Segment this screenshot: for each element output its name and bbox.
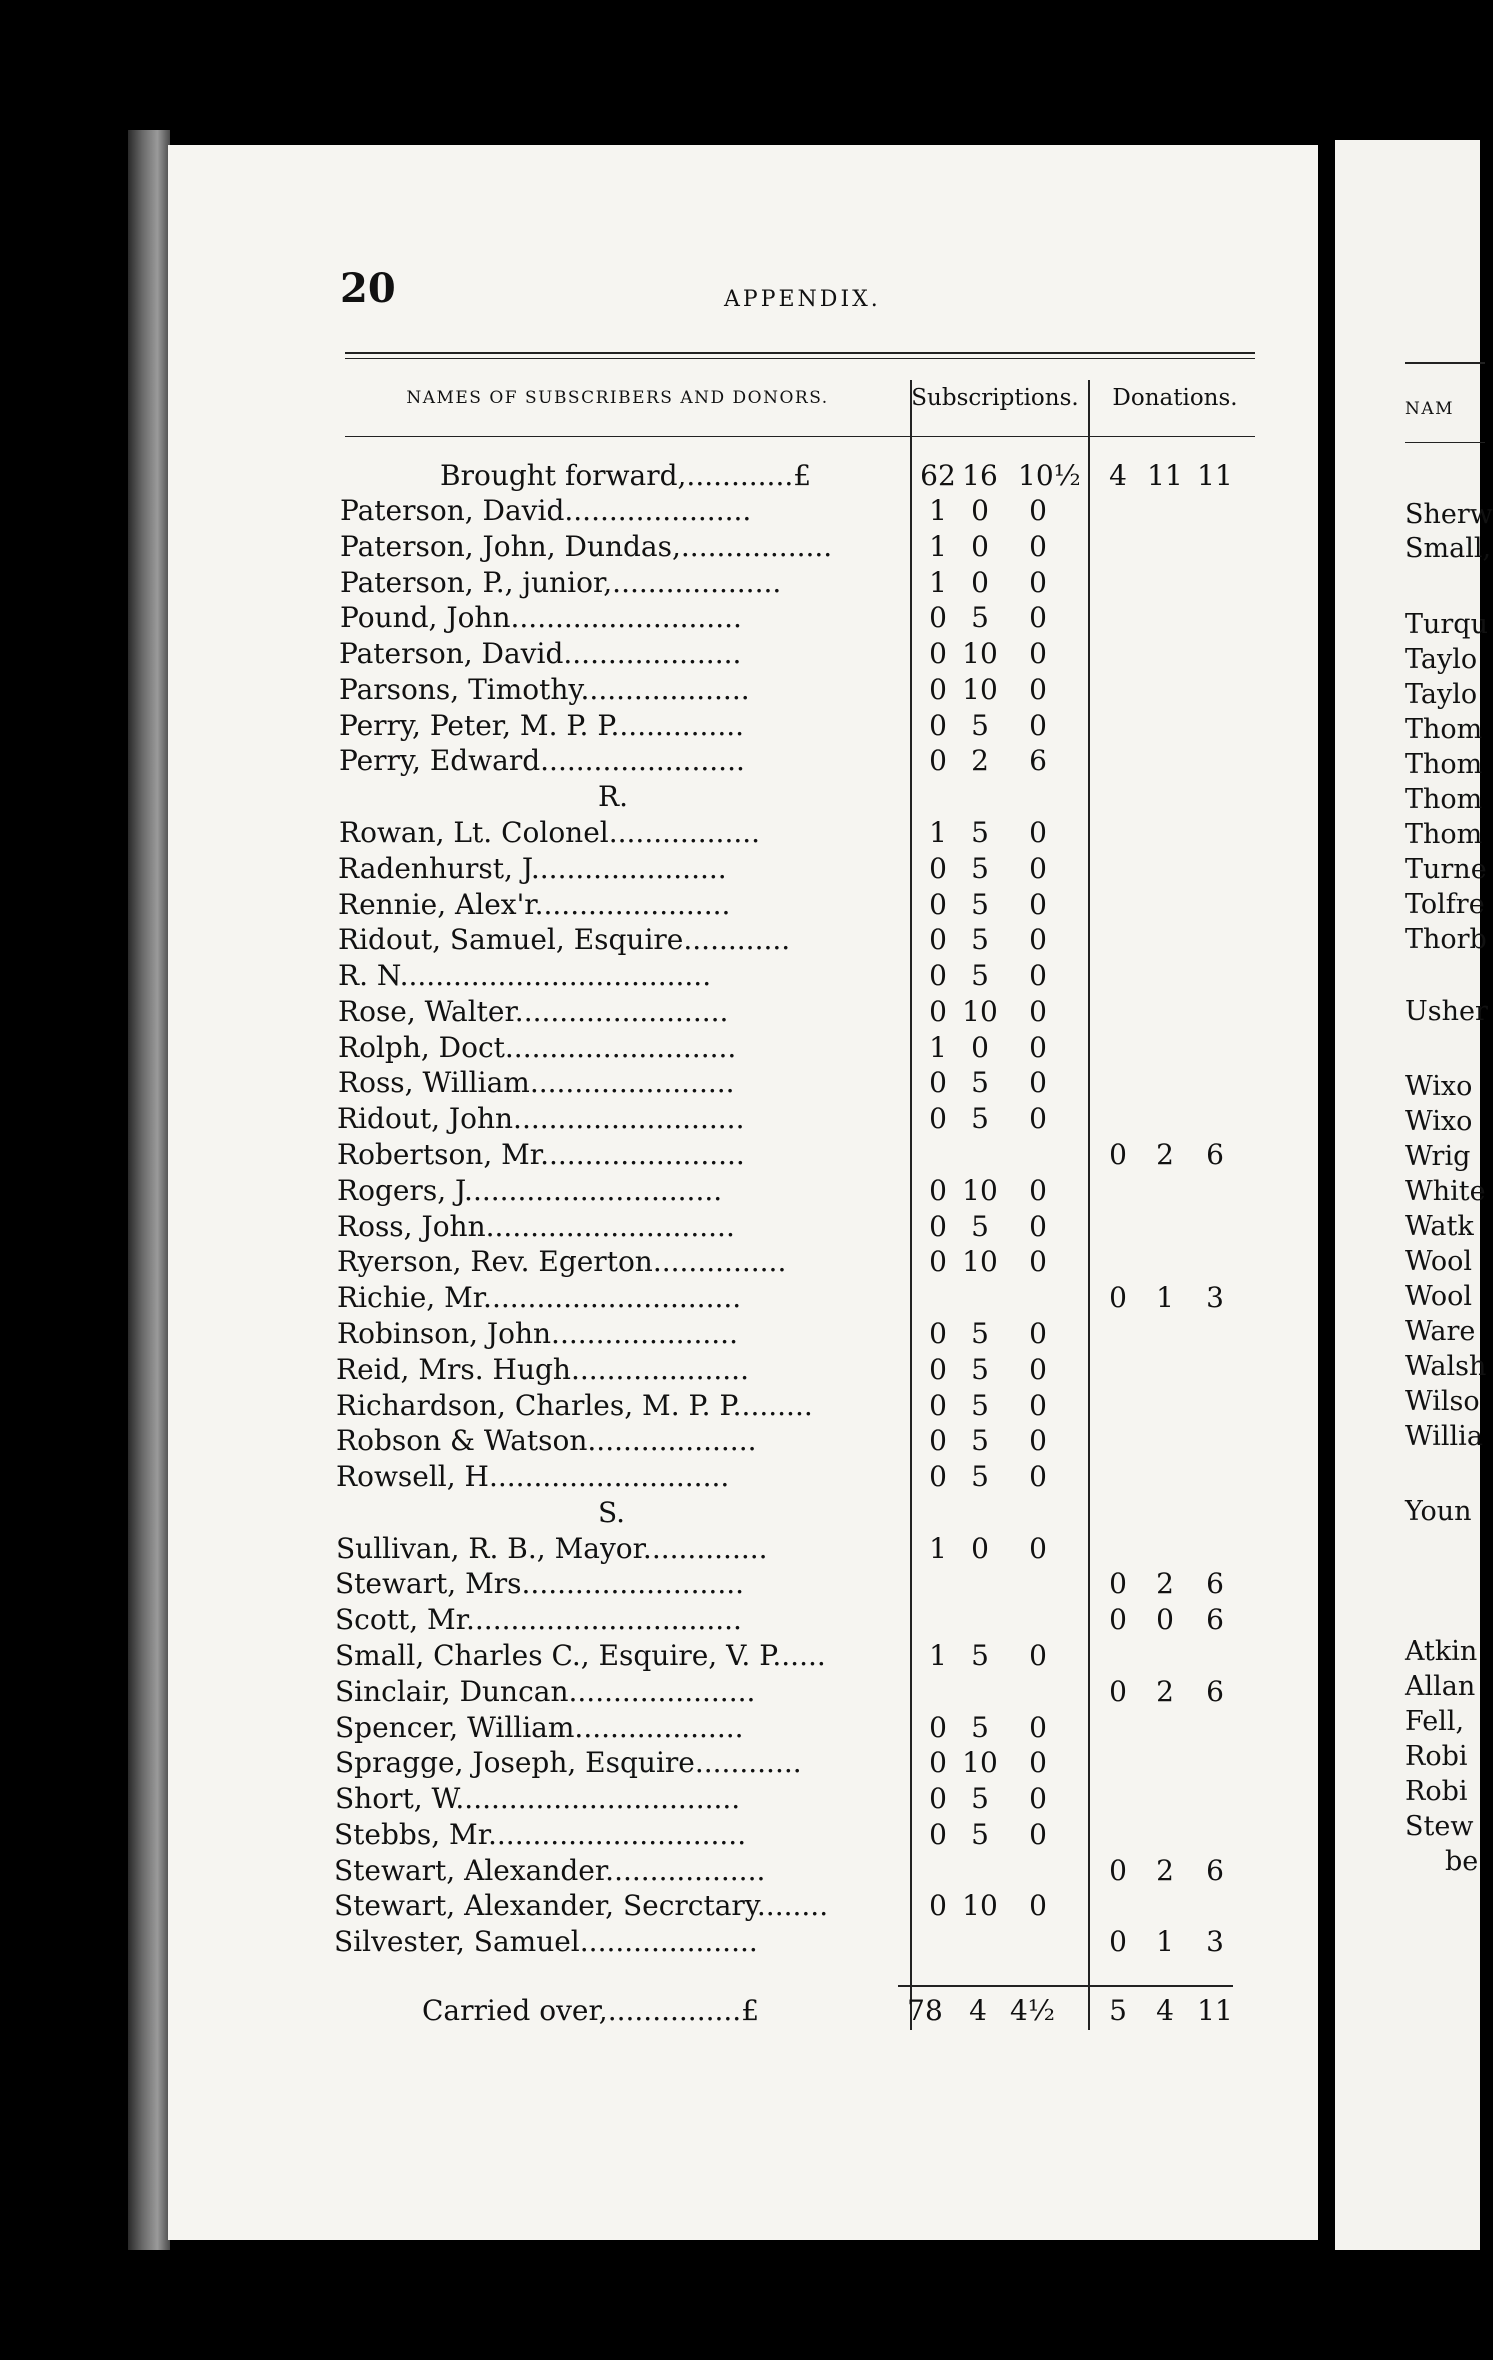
subscription-amount: 0	[1029, 995, 1047, 1028]
facing-page-line: Youn	[1405, 1496, 1472, 1527]
subscription-amount: 0	[1029, 1174, 1047, 1207]
table-row	[336, 1352, 906, 1387]
subscription-amount: 1	[929, 816, 947, 849]
subscription-amount: 5	[971, 1353, 989, 1386]
donation-amount: 11	[1197, 1994, 1233, 2027]
table-row	[334, 1924, 904, 1959]
subscriber-name: Spragge, Joseph, Esquire............	[335, 1746, 802, 1779]
subscriber-name: Paterson, John, Dundas,.................	[340, 530, 833, 563]
subscriber-name: Robertson, Mr.......................	[337, 1138, 745, 1171]
subscription-amount: 0	[1029, 959, 1047, 992]
subscription-amount: 1	[929, 530, 947, 563]
facing-page-line: Taylo	[1405, 644, 1478, 675]
facing-page-line: Tolfre	[1405, 889, 1485, 920]
subscription-amount: 0	[1029, 1031, 1047, 1064]
donation-amount: 2	[1156, 1138, 1174, 1171]
subscription-amount: 0	[929, 1353, 947, 1386]
donation-amount: 0	[1109, 1281, 1127, 1314]
facing-page-line: Walsh	[1405, 1351, 1487, 1382]
section-letter: S.	[598, 1496, 626, 1529]
subscriber-name: Parsons, Timothy...................	[339, 673, 750, 706]
subscriber-name: Rowan, Lt. Colonel.................	[339, 816, 761, 849]
subscription-amount: 0	[1029, 1818, 1047, 1851]
subscription-amount: 5	[971, 1782, 989, 1815]
table-row	[336, 1531, 906, 1566]
subscription-amount: 10	[962, 1174, 998, 1207]
subscription-amount: 1	[929, 1031, 947, 1064]
subscriber-name: Ridout, Samuel, Esquire............	[338, 923, 791, 956]
subscription-amount: 0	[929, 1711, 947, 1744]
table-row	[339, 815, 909, 850]
subscription-amount: 10	[962, 1746, 998, 1779]
table-row	[334, 1888, 904, 1923]
facing-page-line: Taylo	[1405, 679, 1478, 710]
subscriber-name: Paterson, David.....................	[340, 494, 752, 527]
subscription-amount: 0	[1029, 923, 1047, 956]
subscription-amount: 0	[1029, 1317, 1047, 1350]
subscription-amount: 0	[1029, 530, 1047, 563]
facing-column-header: NAM	[1405, 399, 1455, 419]
subscriber-name: R. N...................................	[338, 959, 712, 992]
facing-page-line: Wool	[1405, 1246, 1473, 1277]
top-rule	[345, 352, 1255, 354]
subscription-amount: 2	[971, 744, 989, 777]
subscription-amount: 5	[971, 1460, 989, 1493]
subscriber-name: Ross, John............................	[337, 1210, 735, 1243]
donation-amount: 1	[1156, 1281, 1174, 1314]
table-row	[338, 958, 908, 993]
subscription-amount: 5	[971, 1639, 989, 1672]
column-header-donations: Donations.	[1112, 385, 1238, 411]
table-row	[336, 1459, 906, 1494]
facing-page-line: Atkin	[1405, 1636, 1478, 1667]
subscription-amount: 0	[1029, 852, 1047, 885]
subscription-amount: 4½	[1010, 1994, 1055, 2027]
subscription-amount: 0	[929, 1889, 947, 1922]
subscription-amount: 0	[929, 888, 947, 921]
subscriber-name: Short, W................................	[335, 1782, 741, 1815]
subscription-amount: 5	[971, 1066, 989, 1099]
table-row	[337, 1173, 907, 1208]
subscriber-name: Perry, Peter, M. P. P...............	[339, 709, 745, 742]
subscription-amount: 16	[962, 459, 998, 492]
subscriber-name: Richie, Mr.............................	[337, 1281, 742, 1314]
table-row	[339, 672, 909, 707]
subscription-amount: 0	[929, 1782, 947, 1815]
subscriber-name: Paterson, P., junior,...................	[340, 566, 782, 599]
table-row	[340, 493, 910, 528]
subscription-amount: 0	[1029, 816, 1047, 849]
table-row	[334, 1853, 904, 1888]
column-separator-donations	[1088, 380, 1090, 2030]
subscription-amount: 0	[1029, 1782, 1047, 1815]
subscriber-name: Ryerson, Rev. Egerton...............	[337, 1245, 787, 1278]
subscriber-name: Stebbs, Mr.............................	[334, 1818, 747, 1851]
subscription-amount: 6	[1029, 744, 1047, 777]
subscription-amount: 10	[962, 995, 998, 1028]
table-row	[335, 1781, 905, 1816]
subscription-amount: 0	[1029, 1389, 1047, 1422]
subscription-amount: 0	[971, 1532, 989, 1565]
donation-amount: 0	[1109, 1567, 1127, 1600]
subscription-amount: 0	[1029, 1711, 1047, 1744]
subscription-amount: 0	[1029, 1210, 1047, 1243]
subscriber-name: Silvester, Samuel....................	[334, 1925, 758, 1958]
facing-header-rule	[1405, 442, 1485, 443]
table-row	[340, 600, 910, 635]
table-row	[337, 1244, 907, 1279]
table-row	[338, 1065, 908, 1100]
subscription-amount: 62	[920, 459, 956, 492]
table-row	[336, 1423, 906, 1458]
facing-page-line: Small,	[1405, 533, 1492, 564]
subscription-amount: 1	[929, 1639, 947, 1672]
table-row	[335, 1566, 905, 1601]
book-binding-edge	[128, 130, 170, 2250]
subscription-amount: 0	[1029, 494, 1047, 527]
subscription-amount: 0	[929, 1066, 947, 1099]
subscription-amount: 0	[1029, 1353, 1047, 1386]
subscription-amount: 0	[1029, 1639, 1047, 1672]
table-row	[338, 922, 908, 957]
facing-page-line: Ware	[1405, 1316, 1476, 1347]
subscription-amount: 0	[929, 673, 947, 706]
facing-page-line: Thom	[1405, 714, 1483, 745]
subscription-amount: 0	[929, 1102, 947, 1135]
table-row	[336, 1388, 906, 1423]
subscription-amount: 0	[1029, 1424, 1047, 1457]
subscriber-name: Small, Charles C., Esquire, V. P......	[335, 1639, 826, 1672]
brought-forward-label: Brought forward,............£	[440, 459, 812, 492]
donation-amount: 2	[1156, 1675, 1174, 1708]
subscriber-name: Scott, Mr...............................	[335, 1603, 742, 1636]
subscription-amount: 0	[929, 1317, 947, 1350]
subscription-amount: 0	[1029, 709, 1047, 742]
table-row	[337, 1209, 907, 1244]
column-header-names: NAMES OF SUBSCRIBERS AND DONORS.	[406, 388, 829, 408]
subscription-amount: 0	[971, 1031, 989, 1064]
subscriber-name: Rogers, J.............................	[337, 1174, 723, 1207]
table-row	[337, 1280, 907, 1315]
donation-amount: 0	[1109, 1925, 1127, 1958]
subscription-amount: 5	[971, 1389, 989, 1422]
facing-page-line: Thom	[1405, 819, 1483, 850]
donation-amount: 4	[1109, 459, 1127, 492]
subscription-amount: 0	[929, 1210, 947, 1243]
subscription-amount: 0	[929, 709, 947, 742]
facing-page-line: Wilso	[1405, 1386, 1480, 1417]
subscription-amount: 0	[971, 494, 989, 527]
subscriber-name: Radenhurst, J......................	[338, 852, 727, 885]
donation-amount: 11	[1197, 459, 1233, 492]
facing-page-line: Watk	[1405, 1211, 1474, 1242]
table-row	[338, 1030, 908, 1065]
facing-page-line: Robi	[1405, 1741, 1468, 1772]
facing-page-line: be	[1445, 1846, 1479, 1877]
subscription-amount: 10	[962, 673, 998, 706]
donation-amount: 2	[1156, 1854, 1174, 1887]
table-row	[339, 743, 909, 778]
facing-page-line: Fell,	[1405, 1706, 1465, 1737]
subscriber-name: Spencer, William...................	[335, 1711, 744, 1744]
facing-page-line: Turqu	[1405, 609, 1488, 640]
subscriber-name: Stewart, Alexander..................	[334, 1854, 766, 1887]
running-head: APPENDIX.	[724, 287, 881, 312]
header-rule	[345, 436, 1255, 437]
table-row	[335, 1602, 905, 1637]
table-row	[334, 1817, 904, 1852]
table-row	[340, 565, 910, 600]
subscription-amount: 0	[929, 959, 947, 992]
subscriber-name: Ross, William.......................	[338, 1066, 735, 1099]
subscription-amount: 5	[971, 1424, 989, 1457]
donation-amount: 4	[1156, 1994, 1174, 2027]
subscription-amount: 0	[971, 566, 989, 599]
subscriber-name: Stewart, Mrs.........................	[335, 1567, 745, 1600]
subscription-amount: 0	[929, 995, 947, 1028]
subscription-amount: 0	[929, 601, 947, 634]
subscription-amount: 5	[971, 1210, 989, 1243]
column-separator-subscriptions	[910, 380, 912, 2030]
subscriber-name: Perry, Edward.......................	[339, 744, 745, 777]
facing-page-line: Allan	[1405, 1671, 1476, 1702]
table-row	[339, 708, 909, 743]
subscription-amount: 0	[1029, 1889, 1047, 1922]
facing-page-line: Robi	[1405, 1776, 1468, 1807]
subscription-amount: 5	[971, 816, 989, 849]
subscription-amount: 5	[971, 1317, 989, 1350]
subscription-amount: 0	[1029, 1066, 1047, 1099]
subscription-amount: 0	[929, 1460, 947, 1493]
facing-top-rule	[1405, 362, 1485, 364]
table-row	[337, 1316, 907, 1351]
subscription-amount: 0	[929, 1746, 947, 1779]
donation-amount: 11	[1147, 459, 1183, 492]
facing-page-line: Wrig	[1405, 1141, 1471, 1172]
subscription-amount: 5	[971, 852, 989, 885]
subscriber-name: Ridout, John..........................	[337, 1102, 745, 1135]
donation-amount: 5	[1109, 1994, 1127, 2027]
subscription-amount: 1	[929, 1532, 947, 1565]
subscription-amount: 0	[1029, 1460, 1047, 1493]
page-number: 20	[340, 265, 396, 312]
subscriber-name: Sinclair, Duncan.....................	[335, 1675, 756, 1708]
subscription-amount: 1	[929, 566, 947, 599]
subscription-amount: 0	[1029, 1245, 1047, 1278]
subscriber-name: Rolph, Doct..........................	[338, 1031, 737, 1064]
facing-page-line: Wixo	[1405, 1106, 1473, 1137]
subscription-amount: 0	[1029, 566, 1047, 599]
subscriber-name: Rose, Walter........................	[338, 995, 729, 1028]
donation-amount: 0	[1109, 1603, 1127, 1636]
subscriber-name: Robson & Watson...................	[336, 1424, 757, 1457]
table-row	[338, 887, 908, 922]
facing-page-line: Wixo	[1405, 1071, 1473, 1102]
subscription-amount: 0	[929, 852, 947, 885]
table-row	[338, 851, 908, 886]
donation-amount: 6	[1206, 1675, 1224, 1708]
table-row	[335, 1745, 905, 1780]
subscription-amount: 0	[929, 1424, 947, 1457]
donation-amount: 0	[1109, 1675, 1127, 1708]
subscription-amount: 5	[971, 1102, 989, 1135]
subscription-amount: 0	[929, 637, 947, 670]
table-row	[338, 994, 908, 1029]
facing-page-line: Sherw	[1405, 499, 1493, 530]
subscription-amount: 0	[1029, 601, 1047, 634]
subscriber-name: Paterson, David....................	[339, 637, 742, 670]
donation-amount: 3	[1206, 1281, 1224, 1314]
subscription-amount: 5	[971, 601, 989, 634]
subscription-amount: 0	[929, 923, 947, 956]
facing-page-line: Wool	[1405, 1281, 1473, 1312]
table-row	[337, 1137, 907, 1172]
facing-page-line: White	[1405, 1176, 1486, 1207]
subscription-amount: 10	[962, 1245, 998, 1278]
subscriber-name: Reid, Mrs. Hugh....................	[336, 1353, 749, 1386]
subscription-amount: 0	[1029, 1102, 1047, 1135]
subscriber-name: Sullivan, R. B., Mayor..............	[336, 1532, 768, 1565]
subscription-amount: 10½	[1018, 459, 1081, 492]
subscription-amount: 78	[907, 1994, 943, 2027]
subscription-amount: 5	[971, 888, 989, 921]
donation-amount: 6	[1206, 1854, 1224, 1887]
donation-amount: 0	[1109, 1854, 1127, 1887]
subscription-amount: 4	[969, 1994, 987, 2027]
section-letter: R.	[598, 780, 628, 813]
subscriber-name: Robinson, John.....................	[337, 1317, 738, 1350]
subscription-amount: 0	[929, 1818, 947, 1851]
carried-over-label: Carried over,...............£	[422, 1994, 760, 2027]
subscription-amount: 0	[971, 530, 989, 563]
facing-page-line: Thorb	[1405, 924, 1487, 955]
donation-amount: 1	[1156, 1925, 1174, 1958]
subscriber-name: Rennie, Alex'r......................	[338, 888, 731, 921]
donation-amount: 0	[1109, 1138, 1127, 1171]
facing-page-line: Usher	[1405, 996, 1488, 1027]
donation-amount: 2	[1156, 1567, 1174, 1600]
subscriber-name: Rowsell, H...........................	[336, 1460, 730, 1493]
facing-page-line: Stew	[1405, 1811, 1474, 1842]
top-rule-thin	[345, 358, 1255, 359]
facing-page-line: Willia	[1405, 1421, 1483, 1452]
facing-page-line: Turne	[1405, 854, 1487, 885]
subscription-amount: 1	[929, 494, 947, 527]
subscription-amount: 0	[929, 1245, 947, 1278]
donation-amount: 0	[1156, 1603, 1174, 1636]
subscription-amount: 0	[929, 1174, 947, 1207]
subscription-amount: 5	[971, 1711, 989, 1744]
subscription-amount: 10	[962, 1889, 998, 1922]
donation-amount: 6	[1206, 1567, 1224, 1600]
facing-page-line: Thom	[1405, 749, 1483, 780]
subscription-amount: 5	[971, 959, 989, 992]
subscriber-name: Richardson, Charles, M. P. P.........	[336, 1389, 813, 1422]
subscription-amount: 5	[971, 1818, 989, 1851]
column-header-subscriptions: Subscriptions.	[911, 385, 1079, 411]
table-row	[339, 636, 909, 671]
table-row	[340, 529, 910, 564]
subscription-amount: 5	[971, 709, 989, 742]
subscription-amount: 0	[1029, 673, 1047, 706]
subscription-amount: 0	[1029, 888, 1047, 921]
subscription-amount: 10	[962, 637, 998, 670]
subscriber-name: Stewart, Alexander, Secrctary........	[334, 1889, 829, 1922]
subscription-amount: 0	[1029, 637, 1047, 670]
table-row	[337, 1101, 907, 1136]
subscription-amount: 0	[929, 744, 947, 777]
subscription-amount: 0	[929, 1389, 947, 1422]
subscription-amount: 0	[1029, 1746, 1047, 1779]
table-row	[335, 1674, 905, 1709]
donation-amount: 3	[1206, 1925, 1224, 1958]
table-row	[335, 1638, 905, 1673]
subscription-amount: 0	[1029, 1532, 1047, 1565]
table-row	[335, 1710, 905, 1745]
donation-amount: 6	[1206, 1138, 1224, 1171]
donation-amount: 6	[1206, 1603, 1224, 1636]
subscription-amount: 5	[971, 923, 989, 956]
facing-page-line: Thom	[1405, 784, 1483, 815]
total-rule	[898, 1985, 1233, 1987]
subscriber-name: Pound, John..........................	[340, 601, 742, 634]
